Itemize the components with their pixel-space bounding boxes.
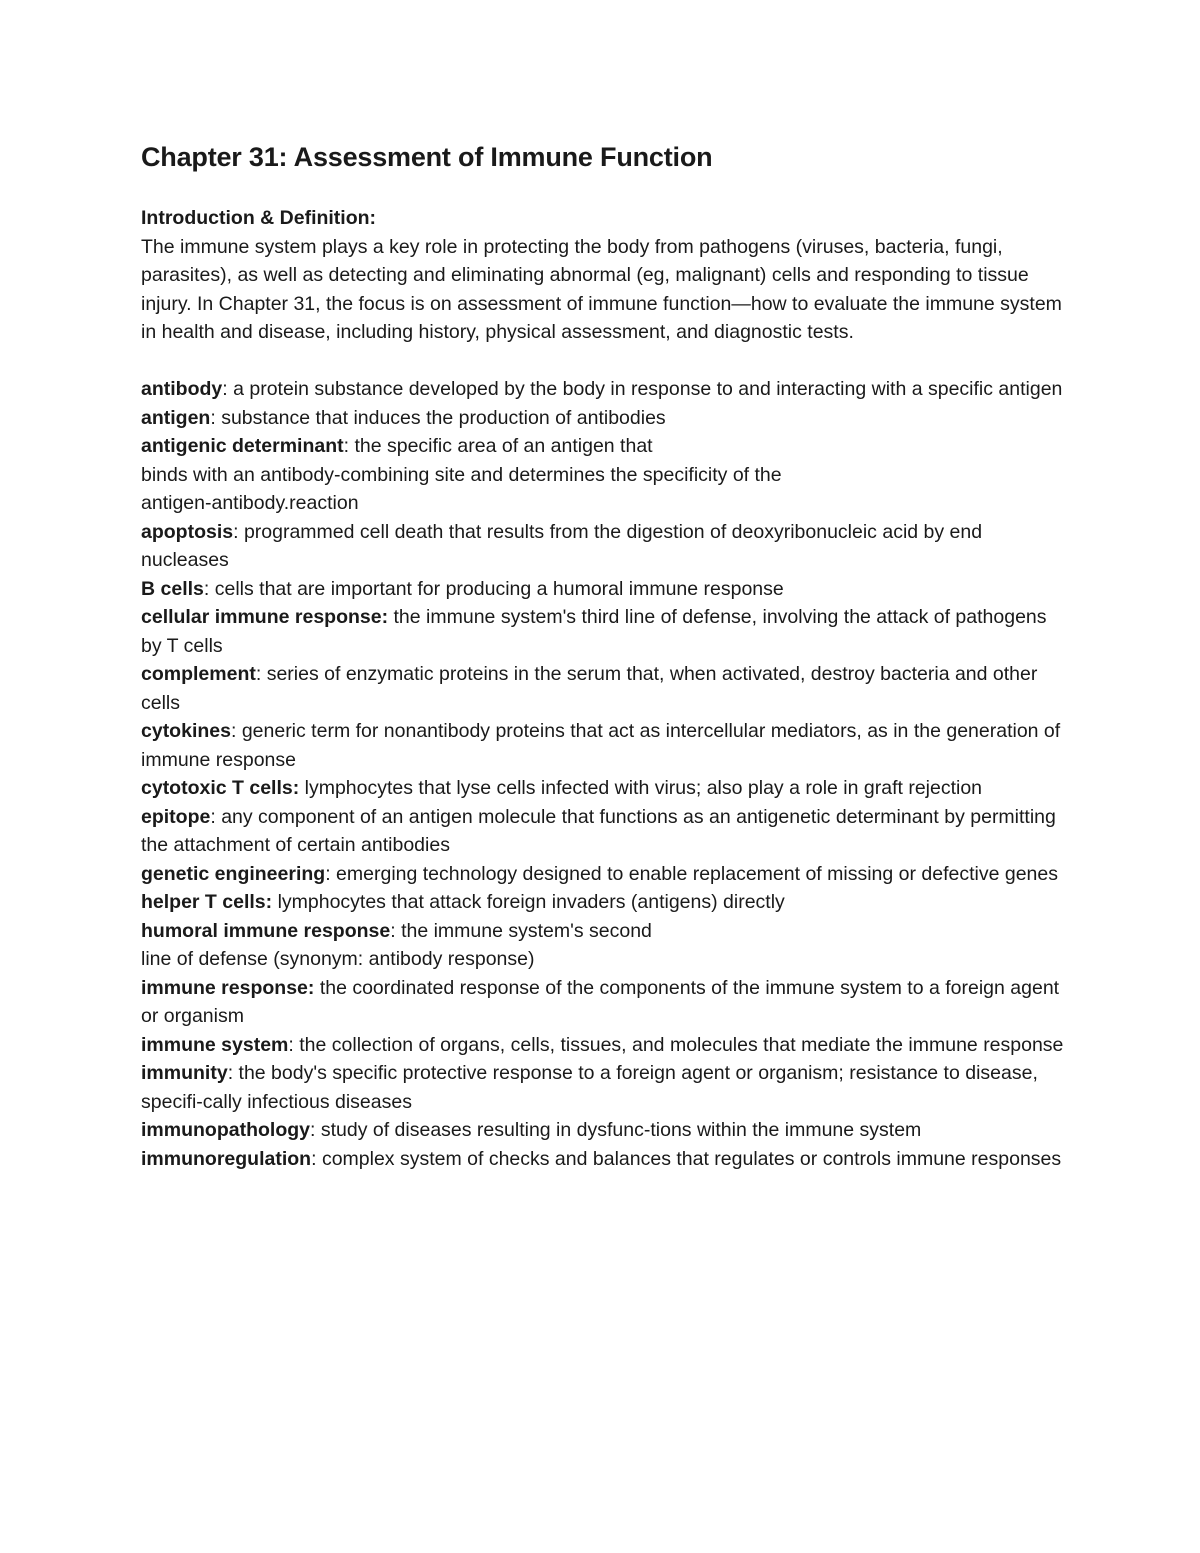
glossary-separator: : <box>390 919 402 942</box>
glossary-term: cellular immune response: <box>141 606 389 628</box>
glossary-term: complement <box>141 663 256 685</box>
glossary-separator: : <box>325 862 337 885</box>
glossary-entry <box>141 1145 1066 1174</box>
glossary-separator: : <box>343 435 355 457</box>
glossary-separator: : <box>203 577 215 600</box>
glossary-entry <box>141 888 1066 917</box>
glossary-definition: the coordinated response of the components of the immune system to a foreign agent or organism <box>141 976 1060 1027</box>
glossary-term: genetic engineering <box>141 862 326 885</box>
glossary-term: epitope <box>141 805 211 828</box>
glossary-entry <box>141 974 1066 1031</box>
glossary-definition: a protein substance developed by the body in response to and interacting with a specific antigen <box>233 378 1063 400</box>
glossary-entry <box>141 603 1066 660</box>
glossary-definition: study of diseases resulting in dysfunc-tions within the immune system <box>320 1119 922 1141</box>
glossary-entry <box>141 717 1066 774</box>
glossary-definition: cells that are important for producing a humoral immune response <box>214 577 784 600</box>
glossary-definition: lymphocytes that lyse cells infected with virus; also play a role in graft rejection <box>304 777 983 799</box>
glossary-entry <box>141 375 1066 404</box>
glossary-separator: : <box>222 378 234 400</box>
glossary-entry <box>141 1116 1066 1145</box>
glossary-definition: series of enzymatic proteins in the serum that, when activated, destroy bacteria and other cells <box>141 663 1038 714</box>
glossary-term: B cells <box>141 577 204 600</box>
glossary-separator: : <box>288 1033 300 1056</box>
glossary-term: antigen <box>141 406 211 429</box>
glossary-term: apoptosis <box>141 520 234 543</box>
glossary-entry <box>141 575 1066 604</box>
glossary-definition: the immune system's second line of defense (synonym: antibody response) <box>141 919 652 970</box>
glossary-separator: : <box>255 663 267 685</box>
glossary-entry <box>141 518 1066 575</box>
glossary-term: immune response: <box>141 976 315 999</box>
glossary-definition: the specific area of an antigen that binds with an antibody-combining site and determines the specificity of the antigen-antibody.reaction <box>141 435 782 514</box>
glossary-term: immunoregulation <box>141 1147 312 1170</box>
glossary-term: immunity <box>141 1062 228 1084</box>
glossary-separator: : <box>210 805 222 828</box>
glossary-separator: : <box>233 520 244 543</box>
glossary-entry <box>141 917 1066 974</box>
glossary-definition: programmed cell death that results from the digestion of deoxyribonucleic acid by end nucleases <box>141 520 983 571</box>
glossary-definition: emerging technology designed to enable replacement of missing or defective genes <box>336 862 1058 885</box>
glossary-entry <box>141 432 1066 518</box>
glossary-definition: any component of an antigen molecule that functions as an antigenetic determinant by permitting the attachment of certain antibodies <box>141 805 1056 856</box>
glossary-entry <box>141 803 1066 860</box>
glossary-definition: generic term for nonantibody proteins that act as intercellular mediators, as in the generation of immune response <box>141 720 1061 771</box>
glossary-entry <box>141 774 1066 803</box>
glossary-entry <box>141 1059 1066 1116</box>
glossary-definition: lymphocytes that attack foreign invaders (antigens) directly <box>277 891 785 913</box>
glossary-definition: substance that induces the production of antibodies <box>221 406 666 429</box>
glossary-definition: the immune system's third line of defense, involving the attack of pathogens by T cells <box>141 606 1047 657</box>
glossary-term: antigenic determinant <box>141 435 344 457</box>
glossary-term: cytokines <box>141 720 231 742</box>
glossary-term: immune system <box>141 1033 289 1056</box>
intro-heading: Introduction & Definition: <box>141 207 377 229</box>
glossary-entry <box>141 404 1066 433</box>
glossary-definition: the body's specific protective response to a foreign agent or organism; resistance to disease, specifi-cally infectious diseases <box>141 1062 1038 1113</box>
glossary-definition: the collection of organs, cells, tissues, and molecules that mediate the immune response <box>299 1033 1064 1056</box>
glossary-separator: : <box>310 1119 321 1141</box>
page-title: Chapter 31: Assessment of Immune Function <box>141 142 713 172</box>
glossary-separator: : <box>311 1147 322 1170</box>
glossary-entry <box>141 1031 1066 1060</box>
glossary-term: helper T cells: <box>141 891 273 913</box>
glossary-term: antibody <box>141 378 223 400</box>
glossary-term: immunopathology <box>141 1119 310 1141</box>
glossary-entry <box>141 860 1066 889</box>
glossary-term: humoral immune response <box>141 919 391 942</box>
glossary-term: cytotoxic T cells: <box>141 777 300 799</box>
glossary-separator: : <box>227 1062 239 1084</box>
glossary-definition: complex system of checks and balances that regulates or controls immune responses <box>321 1147 1062 1170</box>
document-page <box>141 140 1066 1173</box>
glossary-list <box>141 375 1066 1173</box>
glossary-separator: : <box>210 406 222 429</box>
glossary-separator: : <box>230 720 242 742</box>
intro-paragraph: The immune system plays a key role in protecting the body from pathogens (viruses, bacteria, fungi, parasites), as well as detecting and eliminating abnormal (eg, malignant) cells and responding to tissue injury. In Chapter 31, the focus is on assessment of immune function—how to evaluate the immune system in health and disease, including history, physical assessment, and diagnostic tests. <box>141 235 1062 343</box>
glossary-entry <box>141 660 1066 717</box>
